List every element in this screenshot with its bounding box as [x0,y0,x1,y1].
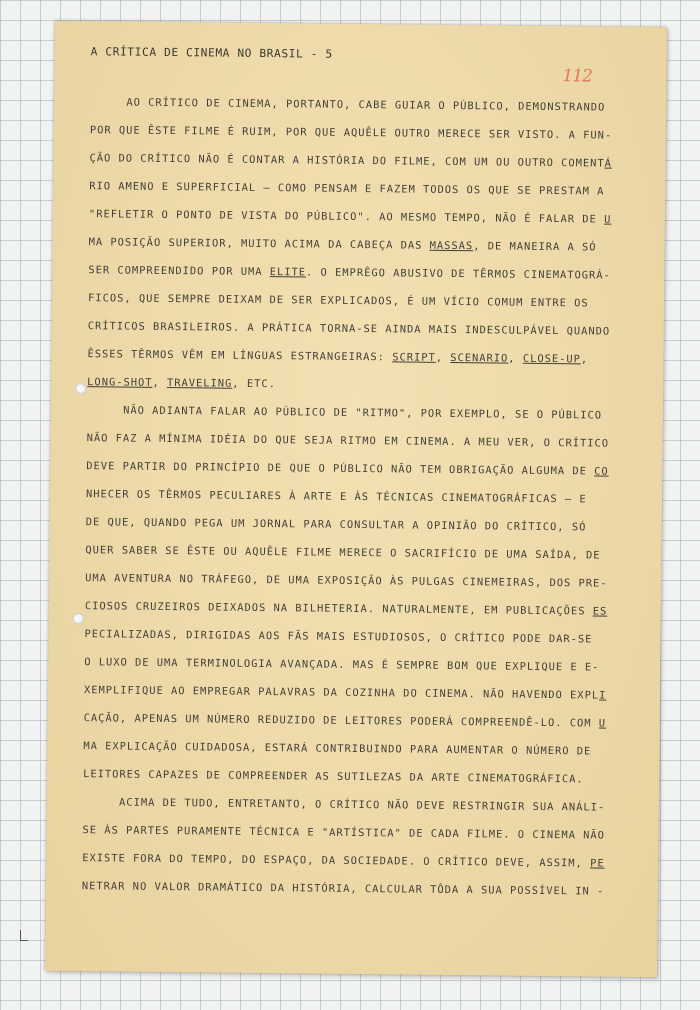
text-segment: , DE MANEIRA A SÓ [473,240,597,254]
underlined-text: ES [592,605,608,618]
text-segment: NHECER OS TÊRMOS PECULIARES À ARTE E ÀS TÉCNICAS CINEMATOGRÁFICAS — E [85,488,587,506]
text-line [86,515,587,534]
text-segment: NÃO ADIANTA FALAR AO PÚBLICO DE "RITMO", POR EXEMPLO, SE O PÚBLICO [86,404,603,422]
text-segment: SE ÀS PARTES PURAMENTE TÉCNICA E "ARTÍSTICA" DE CADA FILME. O CINEMA NÃO [82,824,605,842]
text-line [82,851,605,870]
underlined-text: CO [594,465,609,478]
text-line [88,319,611,338]
text-segment: POR QUE ÊSTE FILME É RUIM, POR QUE AQUÊLE OUTRO MERECE SER VISTO. A FUN- [89,124,613,142]
underlined-text: U [598,717,607,730]
text-line [84,627,592,646]
punch-hole-mark [73,613,84,624]
text-segment: LEITORES CAPAZES DE COMPREENDER AS SUTILEZAS DA ARTE CINEMATOGRÁFICA. [83,768,584,786]
underlined-text: Á [604,157,613,170]
text-segment: CIOSOS CRUZEIROS DEIXADOS NA BILHETERIA. NATURALMENTE, EM PUBLICAÇÕES [84,600,593,618]
text-segment: . O EMPRÊGO ABUSIVO DE TÊRMOS CINEMATOGRÁ- [305,266,611,282]
text-line [83,739,591,758]
underlined-text: LONG-SHOT [87,376,153,389]
text-line [90,95,605,114]
text-segment: "REFLETIR O PONTO DE VISTA DO PÚBLICO". AO MESMO TEMPO, NÃO É FALAR DE [88,208,605,226]
text-line [87,431,610,450]
text-line [85,571,608,590]
text-line [88,291,589,310]
underlined-text: SCRIPT [392,351,436,364]
underlined-text: I [599,689,607,702]
text-segment: MA POSIÇÃO SUPERIOR, MUITO ACIMA DA CABEÇA DAS [88,236,430,252]
text-line [82,823,605,842]
text-segment: O LUXO DE UMA TERMINOLOGIA AVANÇADA. MAS É SEMPRE BOM QUE EXPLIQUE E E- [84,656,600,674]
text-segment: , [508,352,523,365]
page-header: A CRÍTICA DE CINEMA NO BRASIL - 5 [90,45,333,61]
corner-mark [20,930,28,941]
underlined-text: PE [590,857,605,870]
text-segment: , [435,351,451,364]
text-segment: SER COMPREENDIDO POR UMA [88,264,270,279]
underlined-text: CLOSE-UP [522,352,581,366]
text-line [87,403,602,422]
typewritten-page [45,21,667,977]
text-segment: CAÇÃO, APENAS UM NÚMERO REDUZIDO DE LEITORES PODERÁ COMPREENDÊ-LO. COM [83,712,599,730]
text-segment: MA EXPLICAÇÃO CUIDADOSA, ESTARÁ CONTRIBUINDO PARA AUMENTAR O NÚMERO DE [83,740,592,758]
text-segment: FICOS, QUE SEMPRE DEIXAM DE SER EXPLICADOS, É UM VÍCIO COMUM ENTRE OS [88,292,589,310]
underlined-text: TRAVELING [166,377,233,390]
text-segment: NETRAR NO VALOR DRAMÁTICO DA HISTÓRIA, CALCULAR TÔDA A SUA POSSÍVEL IN - [81,880,605,898]
handwritten-folio-number: 112 [562,66,592,87]
text-segment: XEMPLIFIQUE AO EMPREGAR PALAVRAS DA COZINHA DO CINEMA. NÃO HAVENDO EXPL [83,684,600,702]
text-segment: , [152,376,168,390]
text-line [83,767,584,786]
punch-hole-mark [75,383,86,394]
underlined-text: SCENARIO [450,351,509,365]
text-segment: CRÍTICOS BRASILEIROS. A PRÁTICA TORNA-SE AINDA MAIS INDESCULPÁVEL QUANDO [87,320,611,338]
text-line [87,375,276,391]
text-line [84,655,599,674]
text-segment: PECIALIZADAS, DIRIGIDAS AOS FÃS MAIS ESTUDIOSOS, O CRÍTICO PODE DAR-SE [84,628,593,646]
text-line [83,795,606,814]
text-segment: ÇÃO DO CRÍTICO NÃO É CONTAR A HISTÓRIA DO FILME, COM UM OU OUTRO COMENT [89,152,605,170]
text-segment: QUER SABER SE ÊSTE OU AQUÊLE FILME MERECE O SACRIFÍCIO DE UMA SAÍDA, DE [85,544,601,562]
text-line [89,235,597,254]
text-line [86,459,609,478]
text-segment: , ETC. [232,377,276,391]
text-segment: ÊSSES TÊRMOS VÊM EM LÍNGUAS ESTRANGEIRAS: [87,348,393,364]
underlined-text: MASSAS [429,239,474,253]
text-line [84,711,607,730]
text-segment: RIO AMENO E SUPERFICIAL — COMO PENSAM E FAZEM TODOS OS QUE SE PRESTAM A [89,180,605,198]
text-line [88,263,611,282]
text-segment: DEVE PARTIR DO PRINCÍPIO DE QUE O PÚBLICO NÃO TEM OBRIGAÇÃO ALGUMA DE [86,460,595,478]
text-segment: EXISTE FORA DO TEMPO, DO ESPAÇO, DA SOCIEDADE. O CRÍTICO DEVE, ASSIM, [82,852,591,870]
text-line [89,207,612,226]
text-segment: , [580,353,589,366]
text-segment: NÃO FAZ A MÍNIMA IDÉIA DO QUE SEJA RITMO EM CINEMA. A MEU VER, O CRÍTICO [86,432,610,450]
text-line [84,683,607,702]
text-segment: UMA AVENTURA NO TRÁFEGO, DE UMA EXPOSIÇÃO ÀS PULGAS CINEMEIRAS, DOS PRE- [85,572,608,590]
text-segment: DE QUE, QUANDO PEGA UM JORNAL PARA CONSULTAR A OPINIÃO DO CRÍTICO, SÓ [85,516,587,534]
text-line [82,879,605,898]
text-line [89,179,604,198]
text-line [85,543,600,562]
underlined-text: ELITE [269,266,307,279]
text-segment: ACIMA DE TUDO, ENTRETANTO, O CRÍTICO NÃO DEVE RESTRINGIR SUA ANÁLI- [82,796,606,814]
text-line [86,487,587,506]
text-line [85,599,608,618]
underlined-text: U [604,213,612,226]
text-line [90,123,613,142]
text-segment: AO CRÍTICO DE CINEMA, PORTANTO, CABE GUIAR O PÚBLICO, DEMONSTRANDO [90,96,606,114]
text-line [89,151,612,170]
text-line [87,347,588,366]
